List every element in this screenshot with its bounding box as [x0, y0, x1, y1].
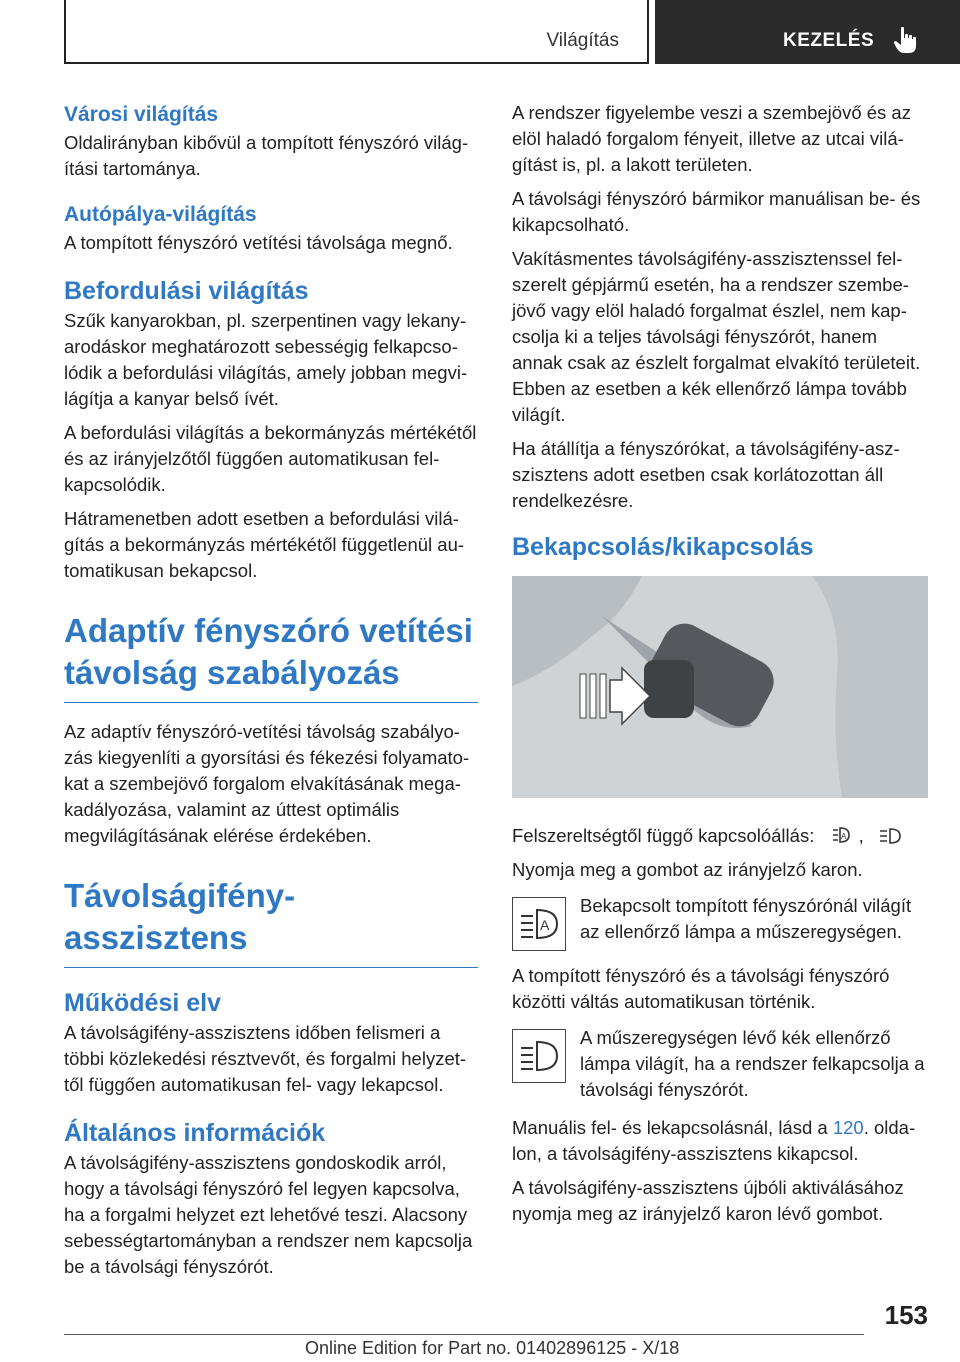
para-motorway-lighting: A tompított fényszóró vetítési távolsága megnő. [64, 232, 453, 253]
para-turning-1: Szűk kanyarokban, pl. szerpentinen vagy lekanyarodáskor meghatározott sebességig felkapcsolódik a befordulási világítás, amely jobban megvilágítja a kanyar belső ívét. [64, 310, 468, 409]
para-adaptive-range: Az adaptív fényszóró-vetítési távolság szabályozás kiegyenlíti a gyorsítási és fékezési folyamatokat a szembejövő forgalom elvakításának megakadályozása, valamint az úttest optimális megvilágításának elérése érdekében. [64, 721, 470, 846]
para-city-lighting: Oldalirányban kibővül a tompított fényszóró világítási tartománya. [64, 132, 469, 179]
heading-city-lighting: Városi világítás [64, 103, 219, 126]
high-beam-indicator-icon [512, 1029, 566, 1083]
para-right-2: A távolsági fényszóró bármikor manuálisan be- és kikapcsolható. [512, 188, 921, 235]
heading-adaptive-range-block [64, 610, 478, 703]
header-chapter-title: KEZELÉS [783, 30, 875, 51]
heading-principle: Működési elv [64, 989, 221, 1017]
equipment-text: Felszereltségtől függő kapcsolóállás: [512, 825, 815, 846]
heading-turning-lights: Befordulási világítás [64, 277, 309, 305]
para-indicator-1: Bekapcsolt tompított fényszórónál világít az ellenőrző lámpa a műszeregységen. [580, 895, 912, 942]
para-turning-3: Hátramenetben adott esetben a befordulási világítás a bekormányzás mértékétől függetlenül automatikusan bekapcsol. [64, 508, 465, 581]
high-beam-symbol-icon [877, 826, 903, 848]
page-number: 153 [884, 1300, 928, 1330]
indicator-row-1 [512, 893, 928, 951]
heading-high-beam-block [64, 875, 478, 968]
left-column [64, 100, 478, 1288]
footer-divider [64, 1334, 864, 1335]
header-chapter-tab [655, 0, 960, 64]
manual-text-a: Manuális fel- és lekapcsolásnál, lásd a [512, 1117, 833, 1138]
footer-edition-text: Online Edition for Part no. 01402896125 - X/18 [305, 1338, 680, 1358]
heading-on-off: Bekapcsolás/kikapcsolás [512, 533, 814, 561]
svg-text:A: A [841, 832, 847, 842]
right-column [512, 100, 928, 1235]
auto-high-beam-indicator-icon [512, 897, 566, 951]
heading-motorway-lighting: Autópálya-világítás [64, 203, 257, 226]
equipment-separator: , [858, 825, 864, 846]
para-switching: A tompított fényszóró és a távolsági fényszóró közötti váltás automatikusan történik. [512, 965, 890, 1012]
high-beam-assistant-symbol-icon [827, 826, 853, 848]
para-indicator-2: A műszeregységen lévő kék ellenőrző lámpa világít, ha a rendszer felkapcsolja a távolsági fényszórót. [580, 1027, 925, 1100]
para-turning-2: A befordulási világítás a bekormányzás mértékétől és az irányjelzőtől függően automatikusan felkapcsolódik. [64, 422, 477, 495]
indicator-row-2 [512, 1025, 928, 1103]
para-press-button: Nyomja meg a gombot az irányjelző karon. [512, 859, 863, 880]
hand-pointer-icon [893, 26, 919, 54]
turn-signal-lever-photo [512, 576, 928, 798]
para-general-info: A távolságifény-asszisztens gondoskodik arról, hogy a távolsági fényszóró fel legyen kapcsolva, ha a forgalmi helyzet ezt lehetővé teszi. Alacsony sebességtartományban a rendszer nem kapcsolja be a távolsági fényszórót. [64, 1152, 473, 1277]
para-right-1: A rendszer figyelembe veszi a szembejövő és az elöl haladó forgalom fényeit, illetve az utcai világítást is, pl. a lakott területen. [512, 102, 911, 175]
page-reference-link[interactable]: 120 [832, 1117, 864, 1138]
para-principle: A távolságifény-asszisztens időben felismeri a többi közlekedési résztvevőt, és forgalmi helyzettől függően automatikusan fel- vagy lekapcsol. [64, 1022, 467, 1095]
para-reactivate: A távolságifény-asszisztens újbóli aktiválásához nyomja meg az irányjelző karon lévő gombot. [512, 1177, 904, 1224]
heading-high-beam-assistant: Távolságifény-asszisztens [64, 877, 296, 956]
para-equipment [512, 823, 928, 849]
heading-adaptive-range: Adaptív fényszóró vetítési távolság szabályozás [64, 612, 473, 691]
svg-text:A: A [540, 917, 550, 933]
para-right-3: Vakításmentes távolságifény-asszisztenssel felszerelt gépjármű esetén, ha a rendszer szembejövő vagy elöl haladó forgalmat észlel, nem kapcsolja ki a teljes távolsági fényszórót, hanem annak csak az észlelt forgalmat elvakító területeit. Ebben az esetben a kék ellenőrző lámpa tovább világít. [512, 248, 921, 425]
para-manual [512, 1115, 928, 1167]
header-section-box [64, 0, 649, 64]
para-right-4: Ha átállítja a fényszórókat, a távolságifény-aszszisztens adott esetben csak korlátozottan áll rendelkezésre. [512, 438, 900, 511]
heading-general-info: Általános információk [64, 1119, 326, 1147]
manual-text-b: . oldalon, a távolságifény-asszisztens kikapcsol. [512, 1117, 916, 1164]
header-section-title: Világítás [546, 30, 619, 51]
